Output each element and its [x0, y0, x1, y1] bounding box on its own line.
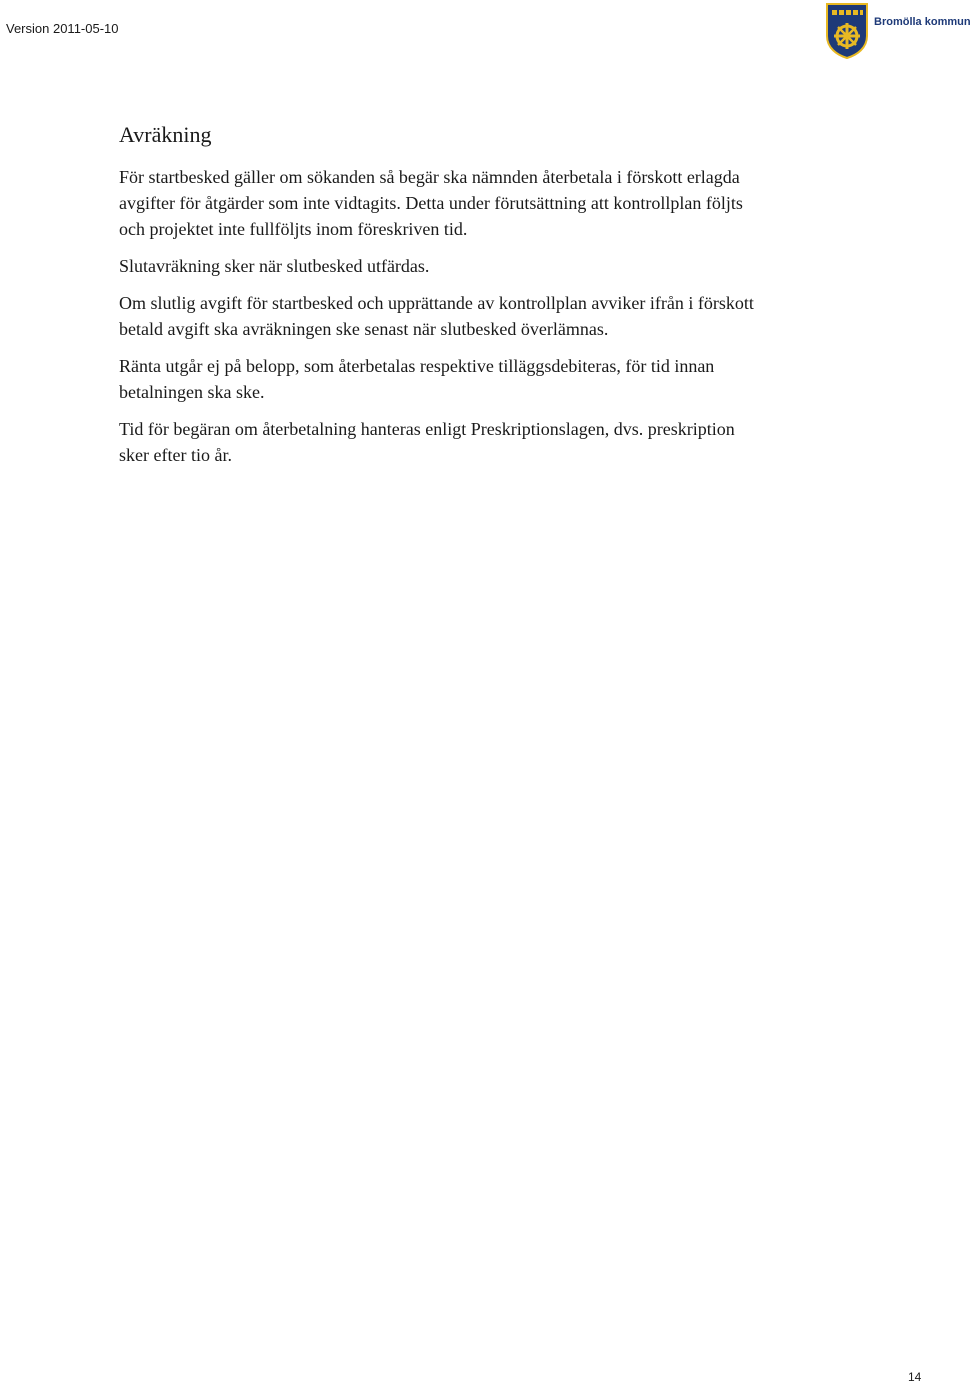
paragraph-refund: För startbesked gäller om sökanden så begär ska nämnden återbetala i förskott erlagda avgifter för åtgärder som inte vidtagits. Detta under förutsättning att kontrollplan följts och projektet inte fullföljts inom föreskriven tid. — [119, 167, 743, 239]
paragraph-deviation: Om slutlig avgift för startbesked och upprättande av kontrollplan avviker ifrån i förskott betald avgift ska avräkningen ske senast när slutbesked överlämnas. — [119, 293, 754, 339]
paragraph-interest: Ränta utgår ej på belopp, som återbetalas respektive tilläggsdebiteras, för tid innan betalningen ska ske. — [119, 356, 715, 402]
municipal-crest-icon — [824, 2, 870, 60]
logo-text: Bromölla kommun — [874, 16, 971, 28]
version-label: Version 2011-05-10 — [6, 21, 119, 36]
paragraph-final-settlement: Slutavräkning sker när slutbesked utfärdas. — [119, 256, 430, 276]
municipality-logo — [824, 2, 971, 60]
section-heading: Avräkning — [119, 122, 212, 147]
paragraph-prescription: Tid för begäran om återbetalning hanteras enligt Preskriptionslagen, dvs. preskription sker efter tio år. — [119, 419, 735, 465]
document-body — [119, 120, 759, 479]
page-number: 14 — [908, 1370, 922, 1384]
